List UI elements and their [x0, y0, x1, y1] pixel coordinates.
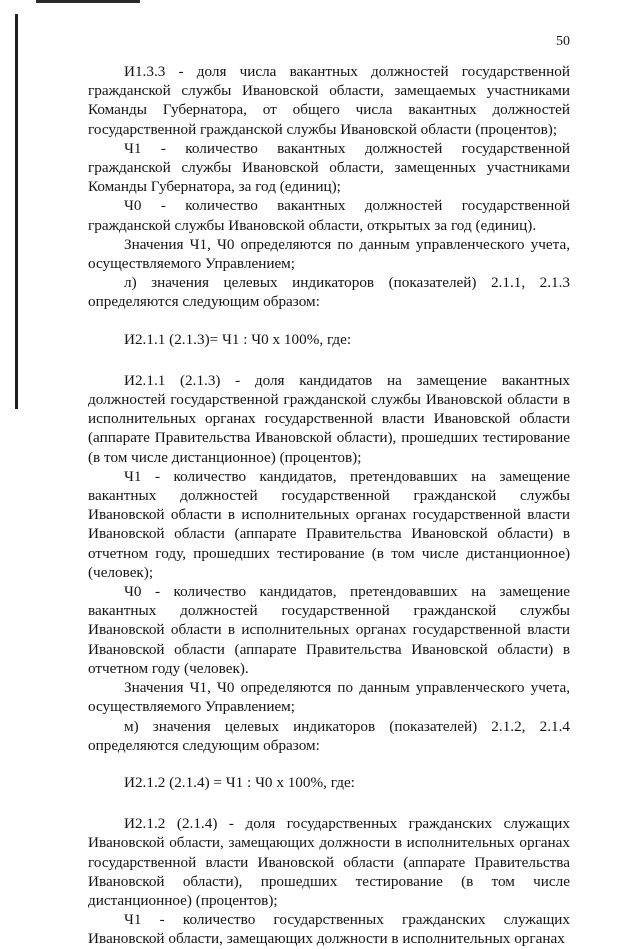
paragraph-definition-i2-1-2: И2.1.2 (2.1.4) - доля государственных гражданских служащих Ивановской области, замещающих должности в исполнительных органах государственной власти Ивановской области (аппарате Правительства Ивановской области), прошедших тестирование (в том числе дистанционное) (процентов);: [88, 815, 570, 909]
document-body: [88, 62, 570, 949]
paragraph-definition-ch0-candidates: Ч0 - количество кандидатов, претендовавших на замещение вакантных должностей государственной гражданской службы Ивановской области в исполнительных органах государственной власти Ивановской области (аппарате Правительства Ивановской области) в отчетном году (человек).: [88, 583, 570, 677]
formula-i2-1-2: И2.1.2 (2.1.4) = Ч1 : Ч0 х 100%, где:: [124, 773, 355, 791]
paragraph-definition-ch1-candidates: Ч1 - количество кандидатов, претендовавших на замещение вакантных должностей государственной гражданской службы Ивановской области в исполнительных органах государственной власти Ивановской области (аппарате Правительства Ивановской области) в отчетном году, прошедших тестирование (в том числе дистанционное) (человек);: [88, 467, 570, 581]
paragraph-definition-ch1: Ч1 - количество вакантных должностей государственной гражданской службы Ивановской области, замещенных участниками Команды Губернатора, за год (единиц);: [88, 139, 570, 196]
paragraph-definition-ch0: Ч0 - количество вакантных должностей государственной гражданской службы Ивановской области, открытых за год (единиц).: [88, 197, 570, 234]
paragraph-values-source: Значения Ч1, Ч0 определяются по данным управленческого учета, осуществляемого Управлением;: [88, 235, 570, 273]
page-number: 50: [556, 34, 570, 49]
paragraph-item-l: л) значения целевых индикаторов (показателей) 2.1.1, 2.1.3 определяются следующим образом:: [88, 274, 570, 311]
paragraph-definition-ch1-servants: Ч1 - количество государственных гражданских служащих Ивановской области, замещающих должности в исполнительных органах: [88, 911, 570, 948]
formula-i2-1-1: И2.1.1 (2.1.3)= Ч1 : Ч0 х 100%, где:: [124, 330, 352, 348]
scan-edge-left: [15, 14, 18, 409]
paragraph-definition-i1-3-3: И1.3.3 - доля числа вакантных должностей государственной гражданской службы Ивановской области, замещаемых участниками Команды Губернатора, от общего числа вакантных должностей государственной гражданской службы Ивановской области (процентов);: [88, 63, 570, 138]
paragraph-item-m: м) значения целевых индикаторов (показателей) 2.1.2, 2.1.4 определяются следующим образом:: [88, 717, 570, 754]
paragraph-values-source-2: Значения Ч1, Ч0 определяются по данным управленческого учета, осуществляемого Управлением;: [88, 679, 570, 716]
paragraph-definition-i2-1-1: И2.1.1 (2.1.3) - доля кандидатов на замещение вакантных должностей государственной гражданской службы Ивановской области в исполнительных органах государственной власти Ивановской области (аппарате Правительства Ивановской области), прошедших тестирование (в том числе дистанционное) (процентов);: [88, 371, 570, 466]
scan-edge-top: [36, 0, 140, 3]
